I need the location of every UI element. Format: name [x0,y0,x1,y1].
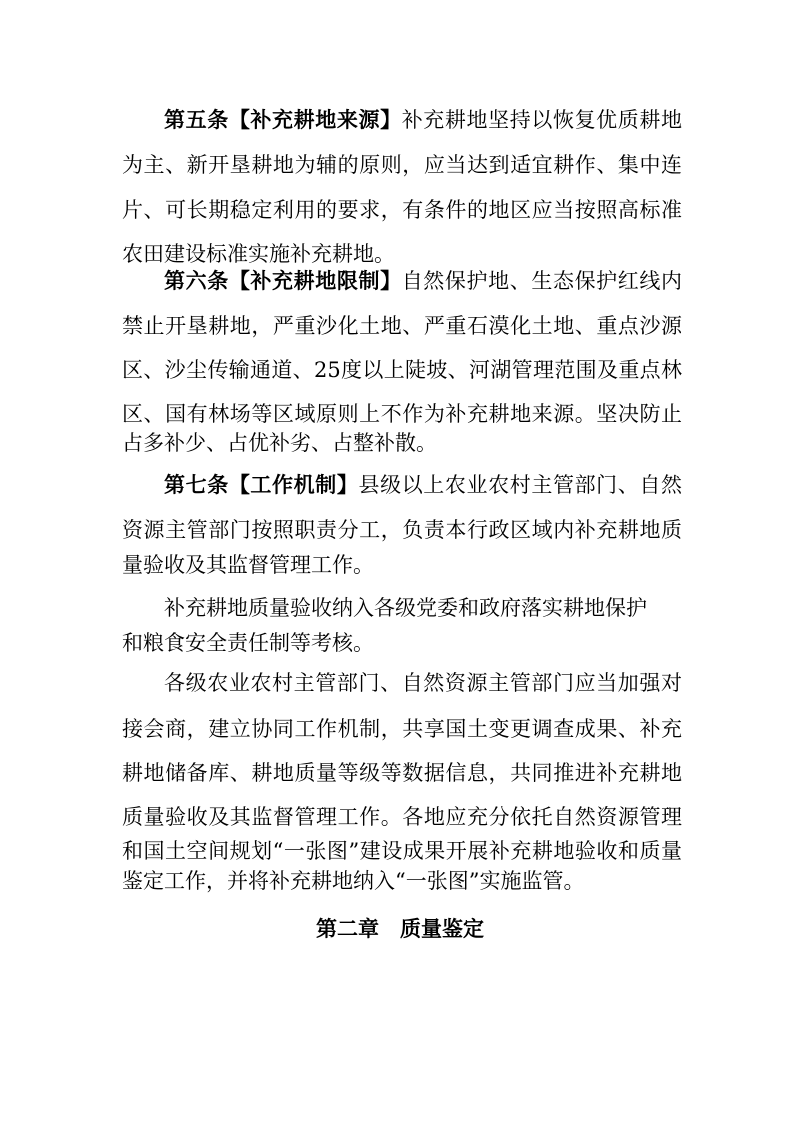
coordination-paragraph-line: 接会商，建立协同工作机制，共享国土变更调查成果、补充 [122,717,682,741]
article-5-text: 补充耕地坚持以恢复优质耕地 [401,108,683,132]
article-5-label: 第五条 [164,107,229,132]
article-6-line: 区、沙尘传输通道、25度以上陡坡、河湖管理范围及重点林 [122,358,682,382]
coordination-paragraph-line: 和国土空间规划“一张图”建设成果开展补充耕地验收和质量 [122,839,682,863]
assessment-paragraph-line: 和粮食安全责任制等考核。 [122,631,374,655]
article-5-line: 为主、新开垦耕地为辅的原则，应当达到适宜耕作、集中连 [122,153,682,177]
chapter-heading: 第二章 质量鉴定 [316,916,484,941]
article-6-first-line [164,266,682,296]
article-6-title: 【补充耕地限制】 [228,268,402,293]
assessment-paragraph-line: 补充耕地质量验收纳入各级党委和政府落实耕地保护 [164,596,647,620]
article-6-line: 禁止开垦耕地，严重沙化土地、严重石漠化土地、重点沙源 [122,314,682,338]
article-5-first-line [164,105,682,135]
article-6-line: 区、国有林场等区域原则上不作为补充耕地来源。坚决防止 [122,402,682,426]
article-5-line: 农田建设标准实施补充耕地。 [122,242,395,266]
article-7-title: 【工作机制】 [228,472,359,497]
coordination-paragraph-line: 耕地储备库、耕地质量等级等数据信息，共同推进补充耕地 [122,761,682,785]
article-7-first-line [164,470,682,500]
article-7-label: 第七条 [164,472,229,497]
article-5-line: 片、可长期稳定利用的要求，有条件的地区应当按照高标准 [122,198,682,222]
article-7-line: 量验收及其监督管理工作。 [122,553,374,577]
article-6-text: 自然保护地、生态保护红线内 [401,269,683,293]
coordination-paragraph-line: 各级农业农村主管部门、自然资源主管部门应当加强对 [164,671,682,695]
article-7-text: 县级以上农业农村主管部门、自然 [358,473,683,497]
article-7-line: 资源主管部门按照职责分工，负责本行政区域内补充耕地质 [122,518,682,542]
article-5-title: 【补充耕地来源】 [228,107,402,132]
article-6-line: 占多补少、占优补劣、占整补散。 [122,431,437,455]
coordination-paragraph-line: 质量验收及其监督管理工作。各地应充分依托自然资源管理 [122,805,682,829]
coordination-paragraph-line: 鉴定工作，并将补充耕地纳入“一张图”实施监管。 [122,869,585,893]
article-6-label: 第六条 [164,268,229,293]
